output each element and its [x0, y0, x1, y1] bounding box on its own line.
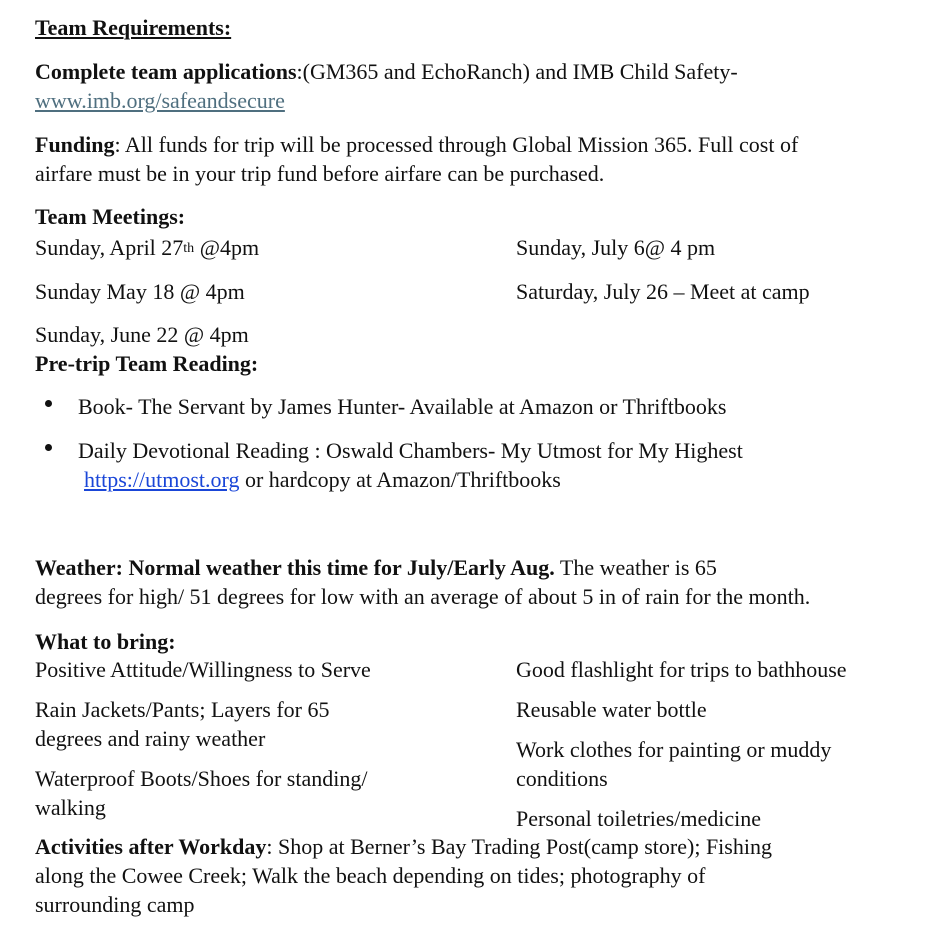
- activities-text-2: along the Cowee Creek; Walk the beach depending on tides; photography of: [35, 863, 706, 888]
- bring-item: Rain Jackets/Pants; Layers for 65: [35, 697, 330, 722]
- bring-item: walking: [35, 795, 106, 820]
- bring-item: Personal toiletries/medicine: [516, 806, 761, 831]
- bring-item: conditions: [516, 766, 608, 791]
- meeting-date: Sunday, April 27: [35, 235, 184, 260]
- bullet-icon: [45, 400, 52, 407]
- reading-label: Pre-trip Team Reading:: [35, 351, 259, 376]
- applications-line: [35, 57, 738, 86]
- weather-label: Weather: Normal weather this time for July/Early Aug.: [35, 555, 555, 580]
- bring-item: Work clothes for painting or muddy: [516, 737, 832, 762]
- bring-label: What to bring:: [35, 629, 176, 654]
- weather-text-1: The weather is 65: [554, 555, 717, 580]
- weather-text-2: degrees for high/ 51 degrees for low with an average of about 5 in of rain for the month.: [35, 584, 811, 609]
- bring-item: degrees and rainy weather: [35, 726, 266, 751]
- weather-line: [35, 553, 717, 582]
- applications-text: :(GM365 and EchoRanch) and IMB Child Safety-: [296, 59, 738, 84]
- reading-item: Book- The Servant by James Hunter- Available at Amazon or Thriftbooks: [78, 394, 727, 419]
- utmost-link[interactable]: https://utmost.org: [84, 467, 240, 492]
- meeting-item: Sunday May 18 @ 4pm: [35, 279, 245, 304]
- ordinal-suffix: th: [183, 241, 195, 256]
- bullet-icon: [45, 444, 52, 451]
- bring-item: Positive Attitude/Willingness to Serve: [35, 657, 371, 682]
- activities-text-1: : Shop at Berner’s Bay Trading Post(camp store); Fishing: [266, 834, 772, 859]
- bring-item: Good flashlight for trips to bathhouse: [516, 657, 847, 682]
- activities-text-3: surrounding camp: [35, 892, 195, 917]
- meeting-item: Sunday, June 22 @ 4pm: [35, 322, 249, 347]
- funding-line: [35, 130, 798, 159]
- bring-item: Waterproof Boots/Shoes for standing/: [35, 766, 368, 791]
- reading-item-link-line: [84, 465, 561, 494]
- applications-label: Complete team applications: [35, 59, 297, 84]
- applications-link-line: [35, 86, 285, 115]
- reading-item: Daily Devotional Reading : Oswald Chambers- My Utmost for My Highest: [78, 438, 743, 463]
- activities-label: Activities after Workday: [35, 834, 267, 859]
- meetings-label: Team Meetings:: [35, 204, 186, 229]
- funding-label: Funding: [35, 132, 115, 157]
- reading-item-tail: or hardcopy at Amazon/Thriftbooks: [239, 467, 561, 492]
- page-title: Team Requirements:: [35, 15, 232, 40]
- bring-item: Reusable water bottle: [516, 697, 707, 722]
- funding-text-2: airfare must be in your trip fund before airfare can be purchased.: [35, 161, 605, 186]
- meeting-item: Saturday, July 26 – Meet at camp: [516, 279, 810, 304]
- meeting-item: [35, 233, 259, 262]
- meeting-item: Sunday, July 6@ 4 pm: [516, 235, 716, 260]
- meeting-time: @4pm: [194, 235, 260, 260]
- imb-safety-link[interactable]: www.imb.org/safeandsecure: [35, 88, 285, 113]
- funding-text-1: : All funds for trip will be processed through Global Mission 365. Full cost of: [114, 132, 799, 157]
- activities-line: [35, 832, 772, 861]
